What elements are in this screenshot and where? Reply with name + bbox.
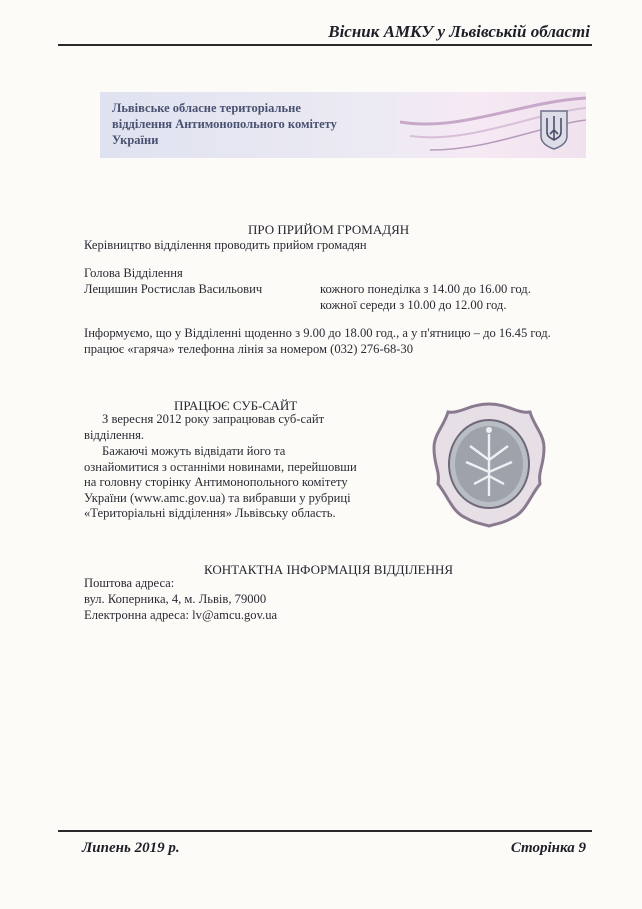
hotline-number: працює «гаряча» телефонна лінія за номером (032) 276-68-30 [84,342,414,356]
paragraph-line: України (www.amc.gov.ua) та вибравши у рубриці [84,490,351,505]
amcu-emblem-icon [430,400,548,528]
banner-line: України [112,133,159,147]
paragraph-line: З вересня 2012 року запрацював суб-сайт [102,412,325,426]
header-rule [58,44,592,46]
journal-title: Вісник АМКУ у Львівській області [328,22,590,41]
postal-address: вул. Коперника, 4, м. Львів, 79000 [84,592,267,606]
paragraph-line: відділення. [84,427,145,442]
issue-date: Липень 2019 р. [82,840,180,856]
banner-line: відділення Антимонопольного комітету [112,117,337,131]
paragraph-line: на головну сторінку Антимонопольного комітету [84,475,348,489]
banner-line: Львівське обласне територіальне [112,101,301,115]
hotline-info: Інформуємо, що у Відділенні щоденно з 9.00 до 18.00 год., а у п'ятницю – до 16.45 год. [84,326,551,340]
footer-rule [58,830,592,832]
paragraph-line: ознайомитися з останніми новинами, перейшовши [84,459,357,474]
page-number: Сторінка 9 [510,840,586,856]
contacts-title: КОНТАКТНА ІНФОРМАЦІЯ ВІДДІЛЕННЯ [204,562,454,577]
head-name: Лещишин Ростислав Васильович [84,282,263,296]
schedule-monday: кожного понеділка з 14.00 до 16.00 год. [320,282,531,296]
subsite-paragraph-1 [84,412,364,443]
ukraine-trident-icon [538,108,570,150]
reception-title: ПРО ПРИЙОМ ГРОМАДЯН [248,222,410,237]
email-address: Електронна адреса: lv@amcu.gov.ua [84,608,278,622]
head-position: Голова Відділення [84,266,183,280]
paragraph-line: «Територіальні відділення» Львівську область. [84,506,336,520]
department-banner [100,92,586,158]
banner-text [112,100,337,148]
subsite-title: ПРАЦЮЄ СУБ-САЙТ [174,398,298,413]
postal-label: Поштова адреса: [84,576,175,590]
subsite-paragraph-2 [84,444,364,522]
reception-intro: Керівництво відділення проводить прийом громадян [84,238,367,252]
schedule-wednesday: кожної середи з 10.00 до 12.00 год. [320,298,507,312]
paragraph-line: Бажаючі можуть відвідати його та [102,444,286,458]
